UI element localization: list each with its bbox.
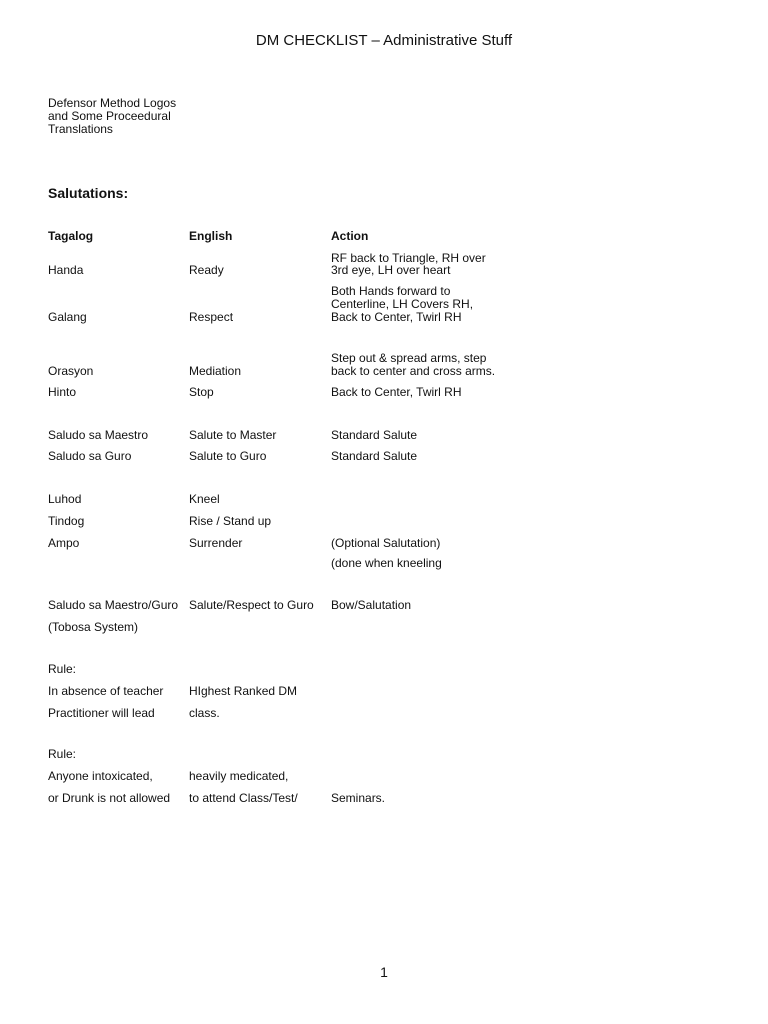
rule-text: Seminars.: [331, 791, 386, 805]
table-cell-tagalog: Saludo sa Maestro/Guro: [48, 598, 179, 612]
table-cell-english: Rise / Stand up: [189, 514, 272, 528]
table-cell-action: Centerline, LH Covers RH,: [331, 297, 474, 311]
table-cell-tagalog: Saludo sa Guro: [48, 449, 132, 463]
table-cell-english: Salute to Guro: [189, 449, 267, 463]
table-cell-tagalog: Tindog: [48, 514, 85, 528]
table-cell-action: Back to Center, Twirl RH: [331, 385, 462, 399]
table-cell-action: RF back to Triangle, RH over: [331, 251, 486, 265]
page-number: 1: [380, 964, 388, 980]
section-title: Salutations:: [48, 185, 129, 201]
table-cell-tagalog: Ampo: [48, 536, 80, 550]
rule-text: HIghest Ranked DM: [189, 684, 298, 698]
column-header-tagalog: Tagalog: [48, 229, 94, 243]
table-cell-tagalog: Galang: [48, 310, 87, 324]
rule-text: or Drunk is not allowed: [48, 791, 171, 805]
table-cell-english: Stop: [189, 385, 214, 399]
rule-text: class.: [189, 706, 220, 720]
table-cell-tagalog: Hinto: [48, 385, 77, 399]
rule-text: Anyone intoxicated,: [48, 769, 153, 783]
table-cell-action: Standard Salute: [331, 449, 418, 463]
intro-line: Defensor Method Logos: [48, 96, 177, 110]
rule-text: heavily medicated,: [189, 769, 289, 783]
table-cell-english: Respect: [189, 310, 234, 324]
table-cell-action: (Optional Salutation): [331, 536, 441, 550]
table-cell-tagalog: Orasyon: [48, 364, 94, 378]
table-cell-action: Both Hands forward to: [331, 284, 451, 298]
table-cell-tagalog: Handa: [48, 263, 84, 277]
rule-text: to attend Class/Test/: [189, 791, 298, 805]
rule-text: Practitioner will lead: [48, 706, 155, 720]
table-cell-action: Bow/Salutation: [331, 598, 412, 612]
table-cell-english: Ready: [189, 263, 224, 277]
table-cell-action: back to center and cross arms.: [331, 364, 496, 378]
intro-line: and Some Proceedural: [48, 109, 171, 123]
column-header-action: Action: [331, 229, 369, 243]
table-cell-action: Standard Salute: [331, 428, 418, 442]
table-cell-action: (done when kneeling: [331, 556, 442, 570]
intro-text: [48, 97, 176, 136]
rule-label: Rule:: [48, 662, 77, 676]
intro-line: Translations: [48, 122, 113, 136]
table-cell-action: Back to Center, Twirl RH: [331, 310, 462, 324]
table-cell-tagalog: Luhod: [48, 492, 82, 506]
table-cell-action: 3rd eye, LH over heart: [331, 263, 451, 277]
table-cell-action: Step out & spread arms, step: [331, 351, 487, 365]
table-cell-english: Salute/Respect to Guro: [189, 598, 314, 612]
table-cell-english: Mediation: [189, 364, 242, 378]
table-cell-tagalog: (Tobosa System): [48, 620, 139, 634]
column-header-english: English: [189, 229, 233, 243]
table-cell-tagalog: Saludo sa Maestro: [48, 428, 149, 442]
rule-label: Rule:: [48, 747, 77, 761]
page-title: DM CHECKLIST – Administrative Stuff: [255, 32, 513, 49]
table-cell-english: Kneel: [189, 492, 220, 506]
rule-text: In absence of teacher: [48, 684, 164, 698]
table-cell-english: Salute to Master: [189, 428, 277, 442]
table-cell-english: Surrender: [189, 536, 243, 550]
